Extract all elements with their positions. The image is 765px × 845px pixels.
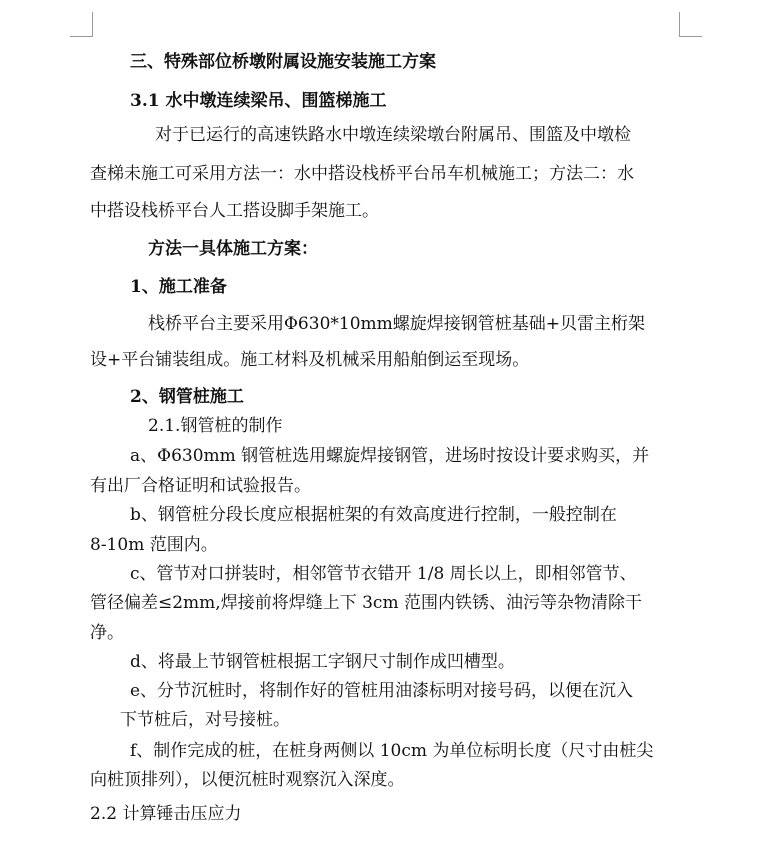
subsection-2-2: 2.2 计算锤击压应力 — [90, 804, 242, 824]
item-c-line-3: 净。 — [90, 623, 124, 643]
item-a-line-1: a、Φ630mm 钢管桩选用螺旋焊接钢管，进场时按设计要求购买，并 — [130, 446, 650, 466]
method-heading: 方法一具体施工方案： — [148, 239, 318, 259]
item-d-line-1: d、将最上节钢管桩根据工字钢尺寸制作成凹槽型。 — [130, 652, 515, 672]
item-c-line-1: c、管节对口拼装时，相邻管节衣错开 1/8 周长以上，即相邻管节、 — [130, 564, 637, 584]
main-heading: 三、特殊部位桥墩附属设施安装施工方案 — [130, 52, 436, 72]
item-b-line-2: 8-10m 范围内。 — [90, 535, 218, 555]
item-e-line-1: e、分节沉桩时，将制作好的管桩用油漆标明对接号码，以便在沉入 — [130, 681, 634, 701]
item-c-line-2: 管径偏差≤2mm,焊接前将焊缝上下 3cm 范围内铁锈、油污等杂物清除干 — [90, 593, 642, 613]
intro-line-2: 查梯未施工可采用方法一：水中搭设栈桥平台吊车机械施工；方法二：水 — [90, 164, 634, 184]
page-corner-mark-top-left — [70, 12, 93, 37]
section-1-line-2: 设+平台铺装组成。施工材料及机械采用船舶倒运至现场。 — [90, 350, 530, 370]
subsection-2-1: 2.1.钢管桩的制作 — [148, 416, 283, 436]
intro-line-3: 中搭设栈桥平台人工搭设脚手架施工。 — [90, 201, 379, 221]
sub-heading: 3.1 水中墩连续梁吊、围篮梯施工 — [130, 91, 387, 111]
section-2-heading: 2、钢管桩施工 — [130, 387, 244, 407]
item-e-line-2: 下节桩后，对号接桩。 — [120, 710, 290, 730]
item-a-line-2: 有出厂合格证明和试验报告。 — [90, 476, 311, 496]
section-1-heading: 1、施工准备 — [130, 277, 227, 297]
page-corner-mark-top-right — [679, 12, 702, 37]
section-1-line-1: 栈桥平台主要采用Φ630*10mm螺旋焊接钢管桩基础+贝雷主桁架 — [148, 314, 645, 334]
item-f-line-1: f、制作完成的桩，在桩身两侧以 10cm 为单位标明长度（尺寸由桩尖 — [130, 741, 654, 761]
item-f-line-2: 向桩顶排列），以便沉桩时观察沉入深度。 — [90, 770, 405, 790]
intro-line-1: 对于已运行的高速铁路水中墩连续梁墩台附属吊、围篮及中墩检 — [155, 125, 631, 145]
item-b-line-1: b、钢管桩分段长度应根据桩架的有效高度进行控制，一般控制在 — [130, 505, 617, 525]
